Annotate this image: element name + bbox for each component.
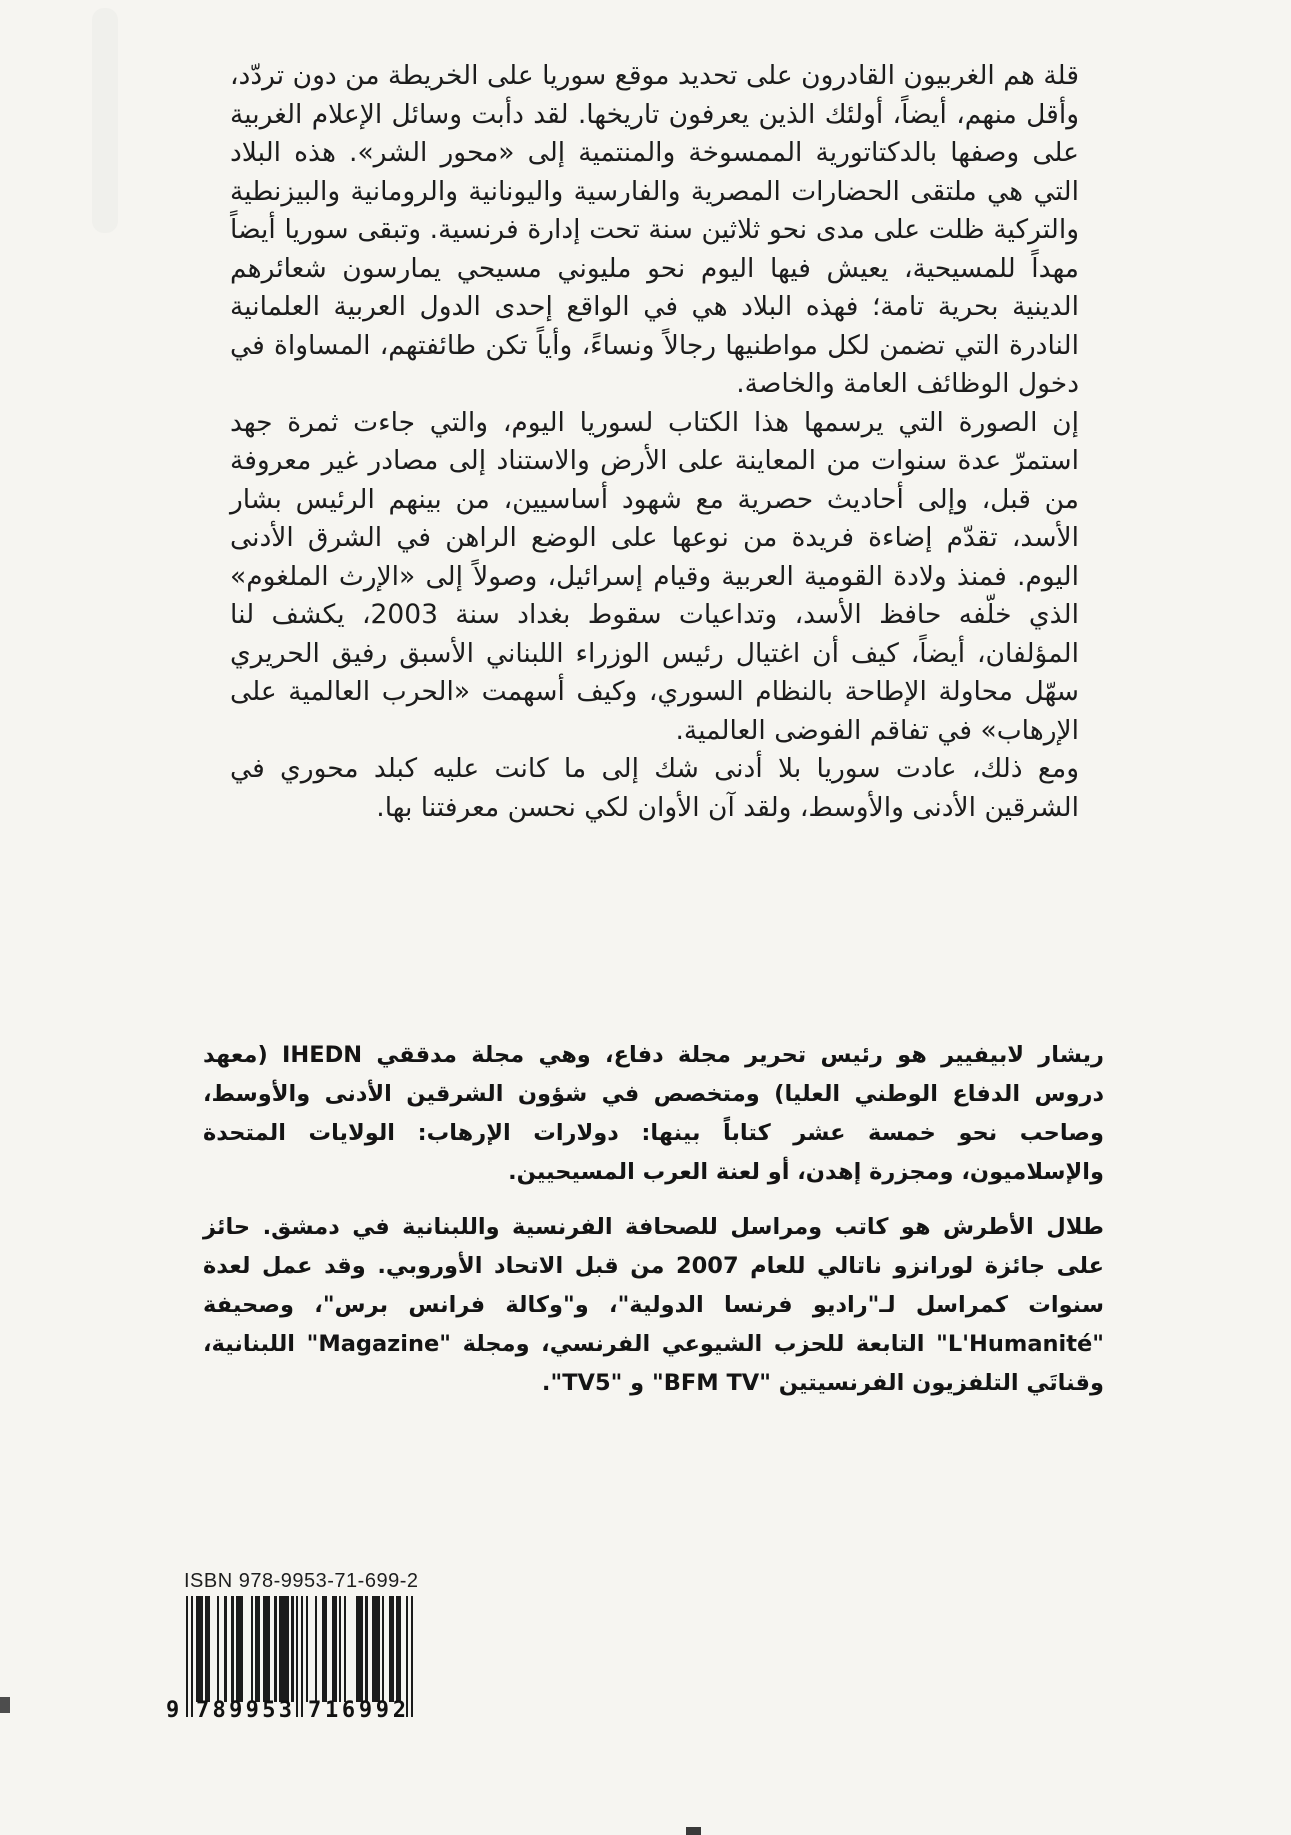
scan-smudge — [92, 8, 118, 233]
synopsis-paragraph-2: إن الصورة التي يرسمها هذا الكتاب لسوريا اليوم، والتي جاءت ثمرة جهد استمرّ عدة سنوات من المعاينة على الأرض والاستناد إلى مصادر غير معروفة من قبل، وإلى أحاديث حصرية مع شهود أساسيين، من بينهم الرئيس بشار الأسد، تقدّم إضاءة فريدة من نوعها على الوضع الراهن في الشرق الأدنى اليوم. فمنذ ولادة القومية العربية وقيام إسرائيل، وصولاً إلى «الإرث الملغوم» الذي خلّفه حافظ الأسد، وتداعيات سقوط بغداد سنة 2003، يكشف لنا المؤلفان، أيضاً، كيف أن اغتيال رئيس الوزراء اللبناني الأسبق رفيق الحريري سهّل محاولة الإطاحة بالنظام السوري، وكيف أسهمت «الحرب العالمية على الإرهاب» في تفاقم الفوضى العالمية. — [230, 406, 1079, 746]
barcode-digits-left — [196, 1698, 292, 1723]
author-bio-richard-labeviere: ريشار لابيفيير هو رئيس تحرير مجلة دفاع، وهي مجلة مدققي IHEDN (معهد دروس الدفاع الوطني العليا) ومتخصص في شؤون الشرقين الأدنى والأوسط، وصاحب نحو خمسة عشر كتاباً بينها: دولارات الإرهاب: الولايات المتحدة والإسلاميون، ومجزرة إهدن، أو لعنة العرب المسيحيين. — [203, 1042, 1104, 1185]
synopsis-paragraph-1: قلة هم الغربيون القادرون على تحديد موقع سوريا على الخريطة من دون تردّد، وأقل منهم، أيضاً، أولئك الذين يعرفون تاريخها. لقد دأبت وسائل الإعلام الغربية على وصفها بالدكتاتورية الممسوخة والمنتمية إلى «محور الشر». هذه البلاد التي هي ملتقى الحضارات المصرية والفارسية واليونانية والرومانية والبيزنطية والتركية ظلت على مدى نحو ثلاثين سنة تحت إدارة فرنسية. وتبقى سوريا أيضاً مهداً للمسيحية، يعيش فيها اليوم نحو مليوني مسيحي يمارسون شعائرهم الدينية بحرية تامة؛ فهذه البلاد هي في الواقع إحدى الدول العربية العلمانية النادرة التي تضمن لكل مواطنيها رجالاً ونساءً، وأياً تكن طائفتهم، المساواة في دخول الوظائف العامة والخاصة. — [230, 60, 1079, 399]
barcode-digit: 2 — [392, 1698, 406, 1723]
author-bios-block — [203, 1036, 1104, 1419]
barcode-digit: 5 — [262, 1698, 276, 1723]
barcode-digit: 9 — [229, 1698, 243, 1723]
barcode-digit: 3 — [278, 1698, 292, 1723]
barcode-digits-right — [308, 1698, 406, 1723]
barcode-digit: 9 — [375, 1698, 389, 1723]
barcode-digit: 9 — [245, 1698, 259, 1723]
barcode-digit: 8 — [212, 1698, 226, 1723]
scan-artifact-bottom-center — [686, 1827, 701, 1835]
barcode-digit: 7 — [308, 1698, 322, 1723]
barcode-digit: 9 — [358, 1698, 373, 1723]
synopsis-paragraph-3: ومع ذلك، عادت سوريا بلا أدنى شك إلى ما كانت عليه كبلد محوري في الشرقين الأدنى والأوسط، ولقد آن الأوان لكي نحسن معرفتنا بها. — [230, 753, 1079, 823]
barcode-digit-lead: 9 — [166, 1698, 180, 1723]
barcode — [168, 1570, 438, 1742]
scan-artifact-bottom-left — [0, 1697, 10, 1713]
isbn-label: ISBN 978-9953-71-699-2 — [184, 1570, 419, 1592]
barcode-digit: 1 — [324, 1698, 339, 1723]
synopsis-block — [230, 57, 1079, 827]
barcode-digit: 7 — [196, 1698, 210, 1723]
barcode-digit: 6 — [341, 1698, 356, 1723]
author-bio-talal-el-atrache: طلال الأطرش هو كاتب ومراسل للصحافة الفرنسية واللبنانية في دمشق. حائز على جائزة لورانزو ناتالي للعام 2007 من قبل الاتحاد الأوروبي. وقد عمل لعدة سنوات كمراسل لـ"راديو فرنسا الدولية"، و"وكالة فرانس برس"، وصحيفة "L'Humanité" التابعة للحزب الشيوعي الفرنسي، ومجلة "Magazine" اللبنانية، وقناتَي التلفزيون الفرنسيتين "BFM TV" و "TV5". — [203, 1214, 1104, 1396]
barcode-digits — [166, 1698, 414, 1724]
barcode-bars — [166, 1596, 414, 1742]
